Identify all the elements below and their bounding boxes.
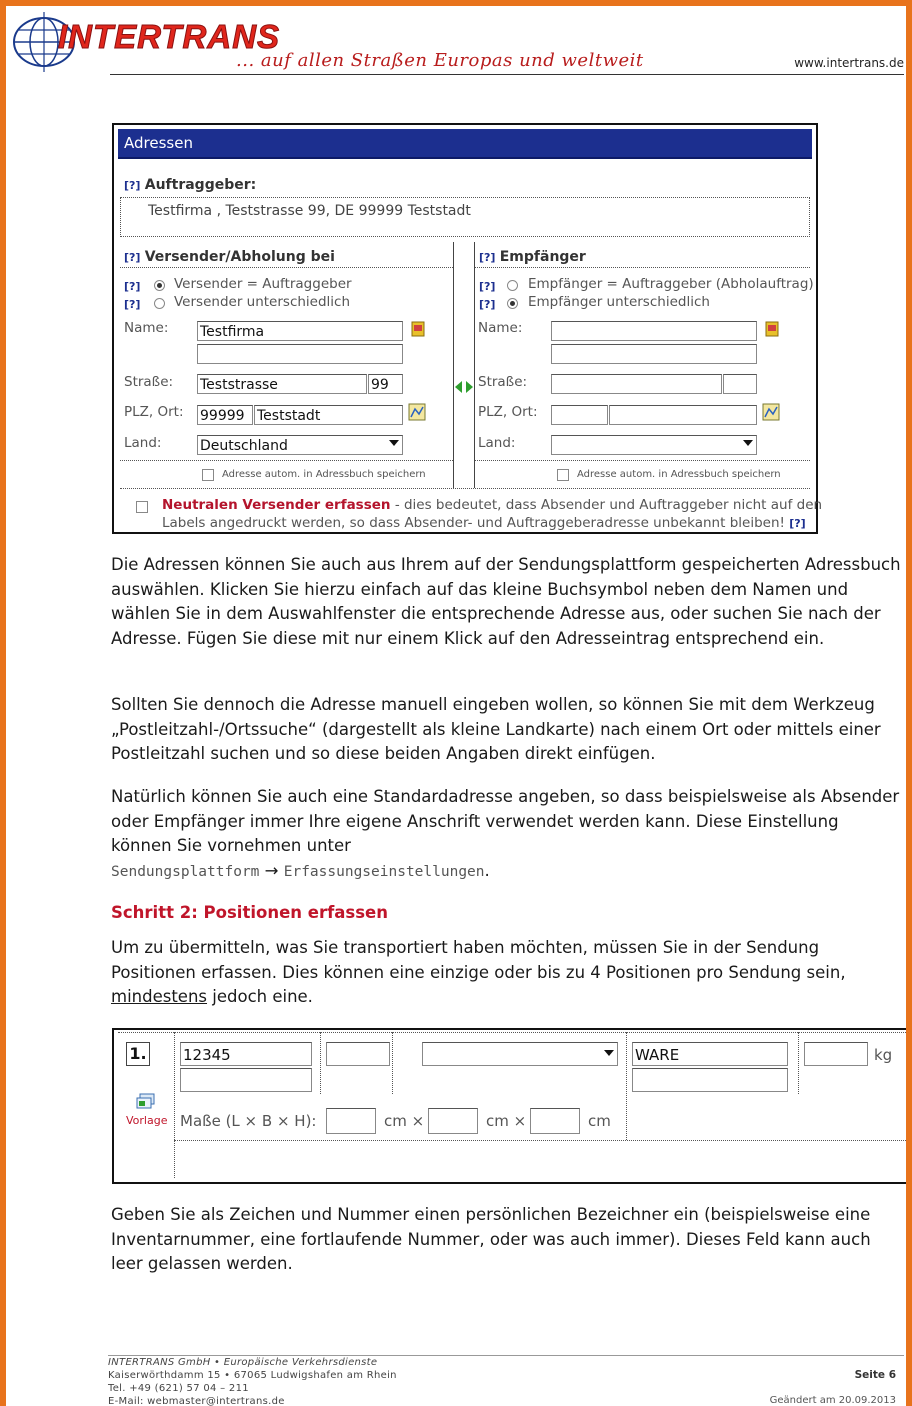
cm-label: cm × <box>486 1112 527 1130</box>
recipient-country-label: Land: <box>478 435 516 451</box>
sender-country-value: Deutschland <box>200 438 288 454</box>
recipient-street-label: Straße: <box>478 374 528 390</box>
logo-text: INTERTRANS <box>58 18 281 55</box>
recipient-country-select[interactable] <box>551 435 757 455</box>
weight-input[interactable] <box>804 1042 868 1066</box>
recipient-heading-row <box>479 249 586 265</box>
sender-different-radio[interactable] <box>154 298 165 309</box>
client-heading-row <box>124 177 256 193</box>
step-2-heading: Schritt 2: Positionen erfassen <box>111 903 388 922</box>
position-panel-screenshot <box>112 1028 906 1184</box>
recipient-save-checkbox[interactable] <box>557 469 569 481</box>
website-link[interactable]: www.intertrans.de <box>794 56 904 70</box>
sender-name2-input[interactable] <box>197 344 403 364</box>
divider <box>120 197 121 237</box>
sender-city-input[interactable]: Teststadt <box>254 405 403 425</box>
paragraph-identifier: Geben Sie als Zeichen und Nummer einen persönlichen Bezeichner ein (beispielsweise eine Inventarnummer, eine fortlaufende Nummer, oder was auch immer). Dieses Feld kann auch leer gelassen werden. <box>111 1205 871 1273</box>
map-search-icon[interactable] <box>408 403 426 421</box>
help-icon[interactable]: [?] <box>124 251 141 264</box>
divider <box>798 1032 799 1094</box>
divider <box>120 460 453 461</box>
sender-name-label: Name: <box>124 320 169 336</box>
recipient-option2-label: Empfänger unterschiedlich <box>528 294 710 310</box>
paragraph-standard-address <box>111 785 901 884</box>
position-number-text: 1. <box>129 1044 147 1063</box>
sender-street-label: Straße: <box>124 374 174 390</box>
panel-title: Adressen <box>118 129 812 159</box>
recipient-option1-label: Empfänger = Auftraggeber (Abholauftrag) <box>528 276 814 292</box>
column-separator <box>453 242 454 488</box>
sender-option2-label: Versender unterschiedlich <box>174 294 351 310</box>
menu-path-sendungsplattform: Sendungsplattform <box>111 863 260 880</box>
menu-path-erfassungseinstellungen: Erfassungseinstellungen <box>283 863 485 880</box>
sender-country-label: Land: <box>124 435 162 451</box>
recipient-equals-client-radio[interactable] <box>507 280 518 291</box>
sender-save-label: Adresse autom. in Adressbuch speichern <box>222 469 426 480</box>
sender-save-checkbox[interactable] <box>202 469 214 481</box>
footer-line-1: INTERTRANS GmbH • Europäische Verkehrsdienste <box>108 1357 378 1368</box>
column-separator <box>474 242 475 488</box>
divider <box>174 1032 175 1178</box>
template-icon[interactable] <box>134 1092 158 1114</box>
divider <box>120 488 810 489</box>
recipient-name-input[interactable] <box>551 321 757 341</box>
divider <box>120 267 453 268</box>
neutral-sender-text2: Labels angedruckt werden, so dass Absender- und Auftraggeberadresse unbekannt bleiben! <box>162 515 785 531</box>
help-icon[interactable]: [?] <box>124 280 141 293</box>
recipient-street-input[interactable] <box>551 374 722 394</box>
neutral-sender-label: Neutralen Versender erfassen <box>162 497 391 513</box>
mark-number2-input[interactable] <box>180 1068 312 1092</box>
sender-house-number-input[interactable]: 99 <box>368 374 403 394</box>
divider <box>120 197 810 198</box>
recipient-name-label: Name: <box>478 320 523 336</box>
neutral-sender-text: - dies bedeutet, dass Absender und Auftraggeber nicht auf den <box>390 497 823 513</box>
paragraph-positions-text: Um zu übermitteln, was Sie transportiert haben möchten, müssen Sie in der Sendung Positionen erfassen. Dies können eine einzige oder bis zu 4 Positionen pro Sendung sein, <box>111 938 846 982</box>
length-input[interactable] <box>326 1108 376 1134</box>
sender-heading-row <box>124 249 335 265</box>
page-number: Seite 6 <box>854 1369 896 1381</box>
dimensions-label: Maße (L × B × H): <box>180 1112 317 1130</box>
quantity-input[interactable] <box>326 1042 390 1066</box>
help-icon[interactable]: [?] <box>479 280 496 293</box>
help-icon[interactable]: [?] <box>479 251 496 264</box>
recipient-house-number-input[interactable] <box>723 374 757 394</box>
footer-line-4[interactable]: E-Mail: webmaster@intertrans.de <box>108 1396 285 1406</box>
slogan: ... auf allen Straßen Europas und weltweit <box>236 50 644 71</box>
divider <box>120 236 810 237</box>
position-number <box>126 1042 150 1066</box>
paragraph-zip-search: Sollten Sie dennoch die Adresse manuell eingeben wollen, so können Sie mit dem Werkzeug „Postleitzahl-/Ortssuche“ (dargestellt als kleine Landkarte) nach einem Ort oder mittels einer Postleitzahl suchen und so diese beiden Angaben direkt einfügen. <box>111 695 881 763</box>
paragraph-address-book: Die Adressen können Sie auch aus Ihrem auf der Sendungsplattform gespeicherten Adressbuch auswählen. Klicken Sie hierzu einfach auf das kleine Buchsymbol neben dem Namen und wählen Sie in dem Auswahlfenster die entsprechende Adresse aus, oder suchen Sie nach der Adresse. Fügen Sie diese mit nur einem Klick auf den Adresseintrag entsprechend ein. <box>111 555 901 648</box>
paragraph-positions <box>111 936 901 1010</box>
footer-line-3: Tel. +49 (621) 57 04 – 211 <box>108 1383 249 1394</box>
cm-label: cm × <box>384 1112 425 1130</box>
sender-option1-label: Versender = Auftraggeber <box>174 276 352 292</box>
footer-address <box>108 1356 397 1406</box>
sender-heading: Versender/Abholung bei <box>144 249 335 265</box>
help-icon[interactable]: [?] <box>789 517 806 530</box>
client-heading: Auftraggeber: <box>144 177 257 193</box>
recipient-name2-input[interactable] <box>551 344 757 364</box>
cm-label: cm <box>588 1112 611 1130</box>
address-book-icon[interactable] <box>411 321 425 337</box>
header-divider <box>110 74 904 75</box>
paragraph-positions-end: jedoch eine. <box>207 987 313 1006</box>
client-address: Testfirma , Teststrasse 99, DE 99999 Teststadt <box>148 203 471 219</box>
weight-unit: kg <box>874 1046 893 1064</box>
divider <box>475 460 810 461</box>
underlined-word: mindestens <box>111 987 208 1006</box>
footer-line-2: Kaiserwörthdamm 15 • 67065 Ludwigshafen am Rhein <box>108 1370 397 1381</box>
neutral-sender-line1 <box>162 497 822 513</box>
goods-description2-input[interactable] <box>632 1068 788 1092</box>
help-icon[interactable]: [?] <box>124 179 141 192</box>
paragraph-standard-address-text: Natürlich können Sie auch eine Standardadresse angeben, so dass beispielsweise als Absender oder Empfänger immer Ihre eigene Anschrift verwendet werden kann. Diese Einstellung können Sie vornehmen unter <box>111 787 900 855</box>
neutral-sender-line2 <box>162 515 806 531</box>
last-modified-date: Geändert am 20.09.2013 <box>769 1395 896 1406</box>
sender-street-input[interactable]: Teststrasse <box>197 374 367 394</box>
map-search-icon[interactable] <box>762 403 780 421</box>
recipient-zip-input[interactable] <box>551 405 608 425</box>
sender-name-input[interactable]: Testfirma <box>197 321 403 341</box>
help-icon[interactable]: [?] <box>124 298 141 311</box>
neutral-sender-checkbox[interactable] <box>136 501 148 513</box>
divider <box>626 1032 627 1140</box>
address-panel-screenshot <box>112 123 823 534</box>
recipient-save-label: Adresse autom. in Adressbuch speichern <box>577 469 781 480</box>
divider <box>320 1032 321 1094</box>
sender-equals-client-radio[interactable] <box>154 280 165 291</box>
document-page <box>6 6 906 1406</box>
recipient-heading: Empfänger <box>499 249 586 265</box>
packaging-select[interactable] <box>422 1042 618 1066</box>
goods-description-input[interactable]: WARE <box>632 1042 788 1066</box>
chevron-down-icon <box>743 440 753 446</box>
width-input[interactable] <box>428 1108 478 1134</box>
arrow-right-icon: → <box>264 860 279 880</box>
mark-number-input[interactable]: 12345 <box>180 1042 312 1066</box>
chevron-down-icon <box>389 440 399 446</box>
divider <box>475 267 810 268</box>
divider <box>809 197 810 237</box>
sender-zip-input[interactable]: 99999 <box>197 405 253 425</box>
template-label[interactable]: Vorlage <box>126 1114 168 1127</box>
divider <box>118 1032 906 1033</box>
recipient-city-input[interactable] <box>609 405 757 425</box>
sender-country-select[interactable] <box>197 435 403 455</box>
recipient-different-radio[interactable] <box>507 298 518 309</box>
recipient-zip-label: PLZ, Ort: <box>478 404 538 420</box>
sender-zip-label: PLZ, Ort: <box>124 404 184 420</box>
swap-arrows-icon[interactable] <box>455 381 473 393</box>
address-book-icon[interactable] <box>765 321 779 337</box>
chevron-down-icon <box>604 1050 614 1056</box>
help-icon[interactable]: [?] <box>479 298 496 311</box>
period: . <box>484 860 490 880</box>
divider <box>392 1032 393 1094</box>
height-input[interactable] <box>530 1108 580 1134</box>
divider <box>174 1140 906 1141</box>
